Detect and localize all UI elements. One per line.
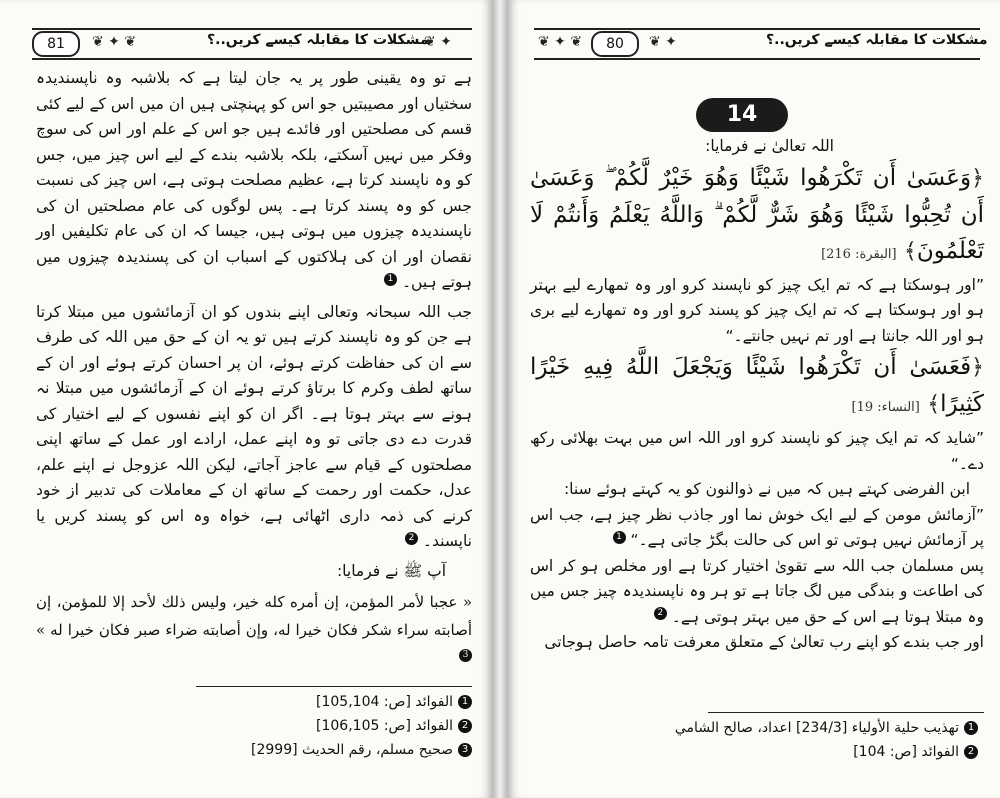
ornament-icon: ❦ ✦ — [424, 34, 452, 50]
paragraph: ہے تو وہ یقینی طور پر یہ جان لیتا ہے کہ بلاشبہ وہ ناپسندیدہ سختیاں اور مصیبتیں جو اس کو پہنچتی ہیں ان میں اس کے لیے کئی قسم کی مصلحتیں اور فائدے ہیں جو اس کے علم اور اس کی سوچ وفکر میں نہیں آسکتے، بلکہ بلاشبہ بندے کے لیے اس چیز میں، جس کو وہ ناپسند کرتا ہے، عظیم مصلحت ہوتی ہے، اس چیز کی نسبت جس کو وہ پسند کرتا ہے۔ پس لوگوں کی عام مصلحتیں ان کی ناپسندیدہ چیزوں میں ہوتی ہیں، جیسا کہ ان کی عام تکلیفیں اور نقصان اور ان کی ہلاکتوں کے اسباب ان کی پسندیدہ چیزوں میں ہوتے ہیں۔ 1 — [36, 69, 472, 291]
quote: ”آزمائش مومن کے لیے ایک خوش نما اور جاذب نظر چیز ہے، جب اس پر آزمائش نہیں ہوتی تو اس کی حالت بگڑ جاتی ہے۔“ 1 — [530, 505, 984, 549]
quran-verse: ﴿فَعَسَىٰ أَن تَكْرَهُوا شَيْئًا وَيَجْعَلَ اللَّهُ فِيهِ خَيْرًا كَثِيرًا﴾ [النساء: 19] — [530, 354, 984, 417]
footnote: 1تهذيب حلية الأولياء [234/3] اعداد، صالح الشامي — [675, 716, 978, 740]
footnote: 2الفوائد [ص: 106,105] — [316, 714, 472, 738]
page-number: 80 — [591, 31, 639, 57]
main-text — [36, 66, 472, 672]
ornate-bracket-icon: ﴾ — [903, 238, 917, 264]
translation: ”شاید کہ تم ایک چیز کو ناپسند کرو اور اللہ اس میں بہت بھلائی رکھ دے۔“ — [530, 429, 984, 473]
page-header — [32, 28, 472, 60]
paragraph: پس مسلمان جب اللہ سے تقویٰ اختیار کرتا ہے اور مخلص ہو کر اس کی اطاعت و بندگی میں لگ جاتا ہے تو ہر وہ ناپسندیدہ چیز جس میں وہ مبتلا ہوتا ہے اس کے حق میں بہتر ہوتی ہے۔ 2 — [530, 556, 984, 626]
footnote: 2الفوائد [ص: 104] — [853, 740, 978, 764]
translation: ”اور ہوسکتا ہے کہ تم ایک چیز کو ناپسند کرو اور وہ تمھارے لیے بہتر ہو اور ہوسکتا ہے کہ تم ایک چیز کو پسند کرو اور وہ تمھارے لیے بری ہو اور اللہ جانتا ہے اور تم نہیں جانتے۔“ — [530, 275, 984, 345]
footnote-marker: 1 — [613, 531, 626, 544]
footnote-marker: 2 — [654, 607, 667, 620]
footnote-marker: 1 — [384, 273, 397, 286]
ornate-bracket-icon: ﴾ — [927, 392, 941, 417]
left-page — [0, 0, 492, 798]
footnote-divider — [196, 686, 472, 687]
book-spine — [492, 0, 508, 798]
ornate-bracket-icon: ﴿ — [971, 355, 984, 380]
ornate-bracket-icon: ﴿ — [971, 165, 984, 191]
hadith-intro: آپ ﷺ نے فرمایا: — [336, 561, 446, 580]
page-header — [534, 28, 988, 60]
narration: ابن الفرضی کہتے ہیں کہ میں نے ذوالنون کو یہ کہتے ہوئے سنا: — [563, 480, 970, 498]
footnote-marker: 2 — [405, 532, 418, 545]
footnote-divider — [708, 712, 984, 713]
ornament-icon: ❦ ✦ ❦ — [538, 34, 583, 50]
main-text — [530, 134, 984, 656]
header-title: مشکلات کا مقابلہ کیسے کریں..؟ — [766, 32, 988, 48]
ornament-icon: ❦ ✦ — [649, 34, 677, 50]
footnote: 3صحيح مسلم، رقم الحديث [2999] — [251, 738, 472, 762]
intro-text: اللہ تعالیٰ نے فرمایا: — [705, 137, 834, 155]
paragraph: جب اللہ سبحانہ وتعالی اپنے بندوں کو ان آزمائشوں میں مبتلا کرتا ہے جن کو وہ ناپسند کرتے ہیں تو یہ ان کے حق میں اللہ کی طرف سے ان کی حفاظت کرتے ہوئے، ان پر احسان کرتے ہوئے اور ان کے ساتھ لطف وکرم کا برتاؤ کرتے ہوئے ان کے آزمائشوں میں مبتلا نہ ہونے سے بہتر ہوتا ہے۔ اگر ان کو اپنے نفسوں کے لیے اختیار کی قدرت دے دی جاتی تو وہ اپنے عمل، ارادے اور عمل کے ساتھ اپنی مصلحتوں کے قیام سے عاجز آجاتے، لیکن اللہ عزوجل نے اپنے علم، عدل، حکمت اور رحمت کے ساتھ ان کے معاملات کی تدبیر از خود کرنے کی ذمہ داری اٹھائی ہے، خواہ وہ اس کو پسند کریں یا ناپسند۔ 2 — [36, 302, 472, 550]
paragraph: اور جب بندے کو اپنے رب تعالیٰ کے متعلق معرفت تامہ حاصل ہوجاتی — [544, 633, 984, 651]
footnote: 1الفوائد [ص: 105,104] — [316, 690, 472, 714]
quran-verse: ﴿وَعَسَىٰ أَن تَكْرَهُوا شَيْئًا وَهُوَ خَيْرٌ لَّكُمْ ۖ وَعَسَىٰ أَن تُحِبُّوا شَيْئًا وَهُوَ شَرٌّ لَّكُمْ ۗ وَاللَّهُ يَعْلَمُ وَأَنتُمْ لَا تَعْلَمُونَ﴾ [البقرة: 216] — [530, 164, 984, 264]
footnote-marker: 3 — [459, 649, 472, 662]
hadith-text: « عجبا لأمر المؤمن، إن أمره كله خير، وليس ذلك لأحد إلا للمؤمن، إن أصابته سراء شكر فكان خيرا له، وإن أصابته ضراء صبر فكان خيرا له » 3 — [36, 593, 472, 660]
header-title: مشکلات کا مقابلہ کیسے کریں..؟ — [207, 32, 429, 48]
page-number: 81 — [32, 31, 80, 57]
chapter-number-badge: 14 — [696, 98, 788, 132]
ornament-icon: ❦ ✦ ❦ — [92, 34, 137, 50]
